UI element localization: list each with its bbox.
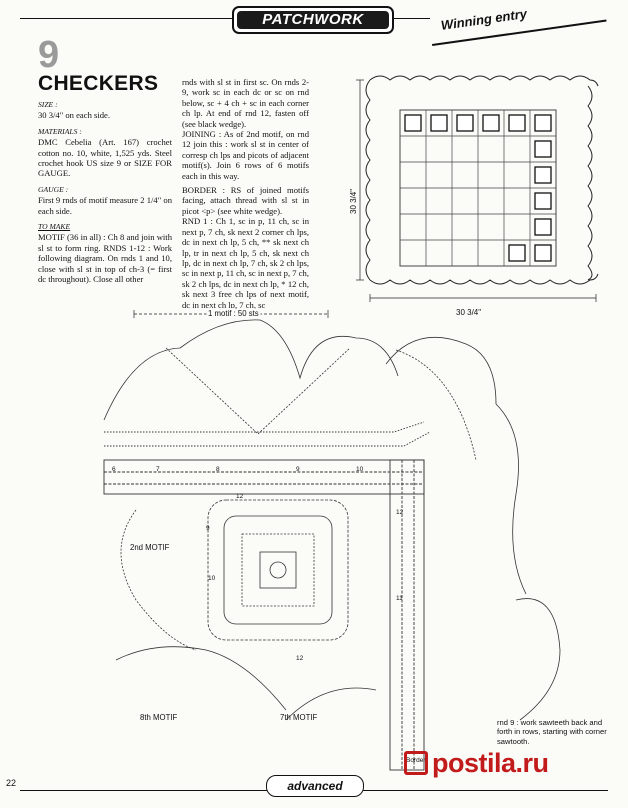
section-title: PATCHWORK (237, 11, 389, 29)
materials-text: DMC Cebelia (Art. 167) crochet cotton no. 10, white, 1,525 yds. Steel crochet hook US size 9 or SIZE FOR GAUGE. (38, 137, 172, 179)
header-rule-left (20, 18, 232, 19)
watermark-logo-icon (404, 751, 428, 775)
chart-motif-squares (116, 500, 376, 720)
motif-width-label: 1 motif : 50 sts (208, 309, 259, 318)
svg-text:11: 11 (396, 595, 403, 602)
motif-text: MOTIF (36 in all) : Ch 8 and join with sl st to form ring. RNDS 1-12 : Work following diagram. On rnds 1 and 10, close with sl st in top of ch-3 (= first dc throughout). Close all other (38, 232, 172, 285)
rnd9-note: rnd 9 : work sawteeth back and forth in rows, starting with corner sawtooth. (497, 718, 607, 746)
page-number: 22 (6, 778, 17, 788)
schematic-dimension-lines (356, 80, 596, 302)
winning-entry-tag: Winning entry (440, 5, 528, 33)
svg-text:12: 12 (296, 655, 304, 662)
border-text: BORDER : RS of joined motifs facing, attach thread with sl st in picot <p> (see white wedge). (182, 185, 309, 216)
watermark-text: postila.ru (432, 748, 549, 778)
eighth-motif-label: 8th MOTIF (140, 713, 178, 722)
seventh-motif-label: 7th MOTIF (280, 713, 318, 722)
difficulty-badge: advanced (266, 775, 364, 797)
gauge-heading: GAUGE : (38, 184, 69, 194)
chart-border-scallops (104, 320, 560, 720)
schematic-grid (400, 110, 556, 266)
border-label: Border (406, 757, 426, 764)
materials-heading: MATERIALS : (38, 126, 82, 136)
joining-text: JOINING : As of 2nd motif, on rnd 12 join this : work sl st in center of corresp ch lps and picots of adjacent motif(s). Join 6 rows of 6 motifs each in this way. (182, 129, 309, 181)
pattern-number: 9 (38, 34, 59, 76)
watermark (404, 748, 549, 779)
svg-text:10: 10 (356, 466, 364, 473)
crochet-chart (96, 300, 566, 778)
rounds-text: rnds with sl st in first sc. On rnds 2-9, work sc in each dc or sc on rnd below, sc + 4 ch + sc in each corner ch lp. At end of rnd 12, fasten off (see black wedge). (182, 77, 309, 129)
svg-text:7: 7 (156, 466, 160, 473)
chart-round-numbers (112, 466, 404, 662)
svg-text:9: 9 (296, 466, 300, 473)
schematic-width-label: 30 3/4" (456, 308, 482, 317)
header-rule-right (390, 18, 430, 19)
pattern-title: CHECKERS (38, 72, 159, 95)
instructions-column-2 (182, 77, 309, 310)
rnd1-text: RND 1 : Ch 1, sc in p, 11 ch, sc in next p, 7 ch, sk next 2 corner ch lps, dc in next ch lp, 5 ch, ** sk next ch lp, tr in next ch lp, 5 ch, sk next ch lp, dc in next ch lp, 7 ch, sk 2 ch lps, sc in next p, 11 ch, sc in next p, 7 ch, sk 2 ch lps, dc in next ch lp, * 12 ch, sk next 3 free ch lps of next motif, dc in next ch lp, 7 ch, sc (182, 216, 309, 310)
svg-text:9: 9 (206, 525, 210, 532)
size-heading: SIZE : (38, 100, 58, 109)
instructions-column-1 (38, 100, 172, 285)
svg-text:8: 8 (216, 466, 220, 473)
size-text: 30 3/4" on each side. (38, 110, 111, 121)
assembly-schematic (338, 72, 620, 322)
gauge-text: First 9 rnds of motif measure 2 1/4" on each side. (38, 195, 172, 216)
schematic-height-label: 30 3/4" (349, 188, 358, 214)
svg-text:10: 10 (208, 575, 216, 582)
to-make-heading: TO MAKE (38, 222, 71, 232)
svg-text:12: 12 (396, 509, 404, 516)
second-motif-label: 2nd MOTIF (130, 543, 170, 552)
svg-text:12: 12 (236, 493, 244, 500)
svg-text:6: 6 (112, 466, 116, 473)
schematic-scalloped-outline (366, 76, 598, 284)
section-banner (232, 6, 394, 34)
